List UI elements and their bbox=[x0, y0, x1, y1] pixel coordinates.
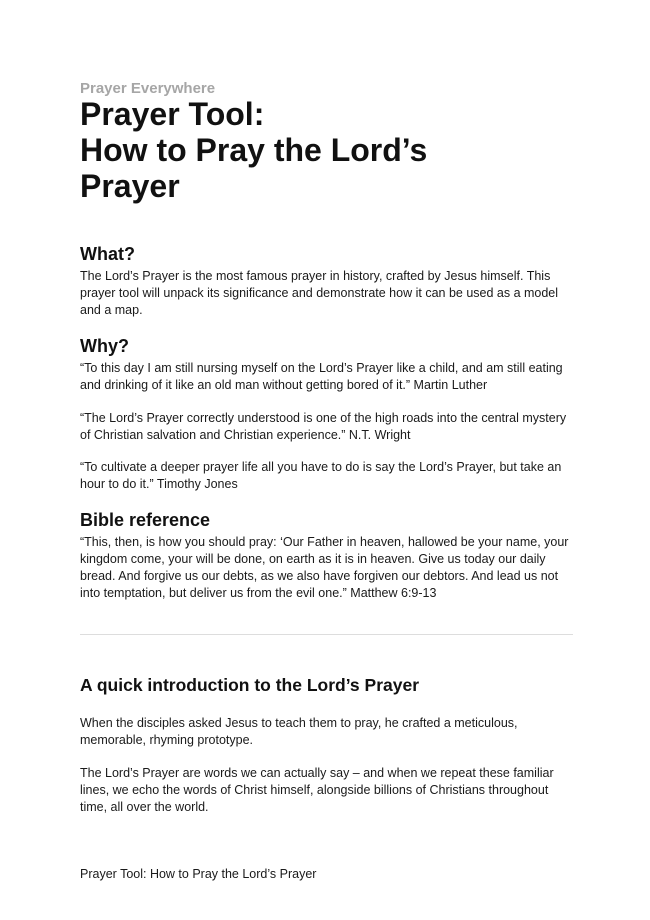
page-title bbox=[80, 96, 427, 204]
bible-reference-body: “This, then, is how you should pray: ‘Our Father in heaven, hallowed be your name, your kingdom come, your will be done, on earth as it is in heaven. Give us today our daily bread. And forgive us our debts, as we also have forgiven our debtors. And lead us not into temptation, but deliver us from the evil one.” Matthew 6:9-13 bbox=[80, 535, 569, 600]
page-title-line-1: Prayer Tool: bbox=[80, 96, 265, 132]
bible-reference-heading: Bible reference bbox=[80, 510, 211, 530]
why-heading: Why? bbox=[80, 336, 129, 356]
page-title-line-3: Prayer bbox=[80, 168, 180, 204]
page-title-line-2: How to Pray the Lord’s bbox=[80, 132, 428, 168]
what-heading: What? bbox=[80, 244, 135, 264]
series-label: Prayer Everywhere bbox=[80, 80, 216, 97]
section-divider bbox=[80, 634, 573, 635]
intro-paragraph-2: The Lord’s Prayer are words we can actually say – and when we repeat these familiar lines, we echo the words of Christ himself, alongside billions of Christians throughout time, all over the world. bbox=[80, 766, 554, 814]
page-footer: Prayer Tool: How to Pray the Lord’s Prayer bbox=[80, 867, 317, 881]
intro-paragraph-1: When the disciples asked Jesus to teach them to pray, he crafted a meticulous, memorable, rhyming prototype. bbox=[80, 716, 518, 747]
why-quote-wright: “The Lord’s Prayer correctly understood is one of the high roads into the central mystery of Christian salvation and Christian experience.” N.T. Wright bbox=[80, 411, 567, 442]
why-quote-jones: “To cultivate a deeper prayer life all you have to do is say the Lord’s Prayer, but take an hour to do it.” Timothy Jones bbox=[80, 460, 562, 491]
why-quote-luther: “To this day I am still nursing myself on the Lord’s Prayer like a child, and am still eating and drinking of it like an old man without getting bored of it.” Martin Luther bbox=[80, 361, 563, 392]
intro-heading: A quick introduction to the Lord’s Prayer bbox=[80, 675, 420, 695]
what-body: The Lord’s Prayer is the most famous prayer in history, crafted by Jesus himself. This prayer tool will unpack its significance and demonstrate how it can be used as a model and a map. bbox=[80, 269, 559, 317]
